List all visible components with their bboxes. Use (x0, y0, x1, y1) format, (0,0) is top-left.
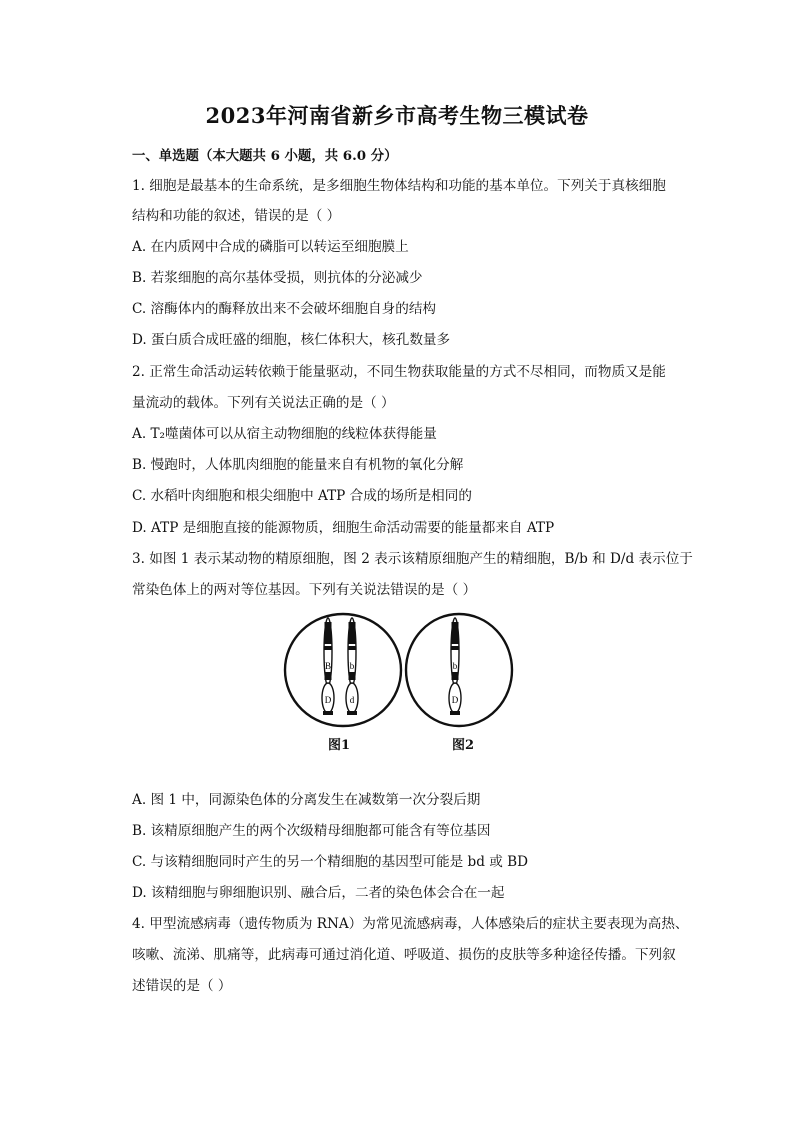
q1-option-d: D. 蛋白质合成旺盛的细胞，核仁体积大，核孔数量多 (132, 332, 451, 348)
page-title: 2023年河南省新乡市高考生物三模试卷 (205, 103, 589, 128)
q1-option-b: B. 若浆细胞的高尔基体受损，则抗体的分泌减少 (132, 270, 423, 286)
q2-stem-line1: 2. 正常生命活动运转依赖于能量驱动，不同生物获取能量的方式不尽相同，而物质又是能 (132, 364, 666, 380)
chromosome-2 (449, 618, 461, 715)
gene-label: b (452, 661, 458, 671)
q2-option-d: D. ATP 是细胞直接的能源物质，细胞生命活动需要的能量都来自 ATP (132, 520, 555, 536)
q2-stem-line2: 量流动的载体。下列有关说法正确的是（ ） (132, 395, 395, 411)
cell-1-outline (285, 614, 401, 726)
gene-label: d (349, 695, 355, 705)
q4-stem-line2: 咳嗽、流涕、肌痛等，此病毒可通过消化道、呼吸道、损伤的皮肤等多种途径传播。下列叙 (132, 947, 676, 963)
q2-option-c: C. 水稻叶肉细胞和根尖细胞中 ATP 合成的场所是相同的 (132, 488, 472, 504)
section-heading: 一、单选题（本大题共 6 小题，共 6.0 分） (132, 148, 398, 164)
q3-stem-line2: 常染色体上的两对等位基因。下列有关说法错误的是（ ） (132, 582, 477, 598)
gene-label: b (349, 661, 355, 671)
gene-label: B (324, 661, 332, 671)
q3-option-d: D. 该精细胞与卵细胞识别、融合后，二者的染色体会合在一起 (132, 885, 505, 901)
q4-stem-line1: 4. 甲型流感病毒（遗传物质为 RNA）为常见流感病毒，人体感染后的症状主要表现为高热、 (132, 916, 689, 932)
q1-option-a: A. 在内质网中合成的磷脂可以转运至细胞膜上 (132, 239, 409, 255)
chromosome-figure (280, 608, 520, 758)
gene-label: D (324, 695, 332, 705)
q2-option-a: A. T₂噬菌体可以从宿主动物细胞的线粒体获得能量 (132, 426, 437, 442)
q3-stem-line1: 3. 如图 1 表示某动物的精原细胞，图 2 表示该精原细胞产生的精细胞，B/b 和 D/d 表示位于 (132, 551, 693, 567)
q2-option-b: B. 慢跑时，人体肌肉细胞的能量来自有机物的氧化分解 (132, 457, 464, 473)
q1-option-c: C. 溶酶体内的酶释放出来不会破坏细胞自身的结构 (132, 301, 437, 317)
chromosome-1a (322, 618, 334, 715)
q3-option-a: A. 图 1 中，同源染色体的分离发生在减数第一次分裂后期 (132, 792, 481, 808)
chromosome-1b (346, 618, 358, 715)
gene-label: D (451, 695, 459, 705)
q4-stem-line3: 述错误的是（ ） (132, 978, 232, 994)
q1-stem-line1: 1. 细胞是最基本的生命系统，是多细胞生物体结构和功能的基本单位。下列关于真核细胞 (132, 178, 666, 194)
q3-option-b: B. 该精原细胞产生的两个次级精母细胞都可能含有等位基因 (132, 823, 491, 839)
figure-2-label: 图2 (452, 738, 475, 753)
figure-1-label: 图1 (328, 738, 351, 753)
q1-stem-line2: 结构和功能的叙述，错误的是（ ） (132, 208, 341, 224)
q3-option-c: C. 与该精细胞同时产生的另一个精细胞的基因型可能是 bd 或 BD (132, 854, 529, 870)
